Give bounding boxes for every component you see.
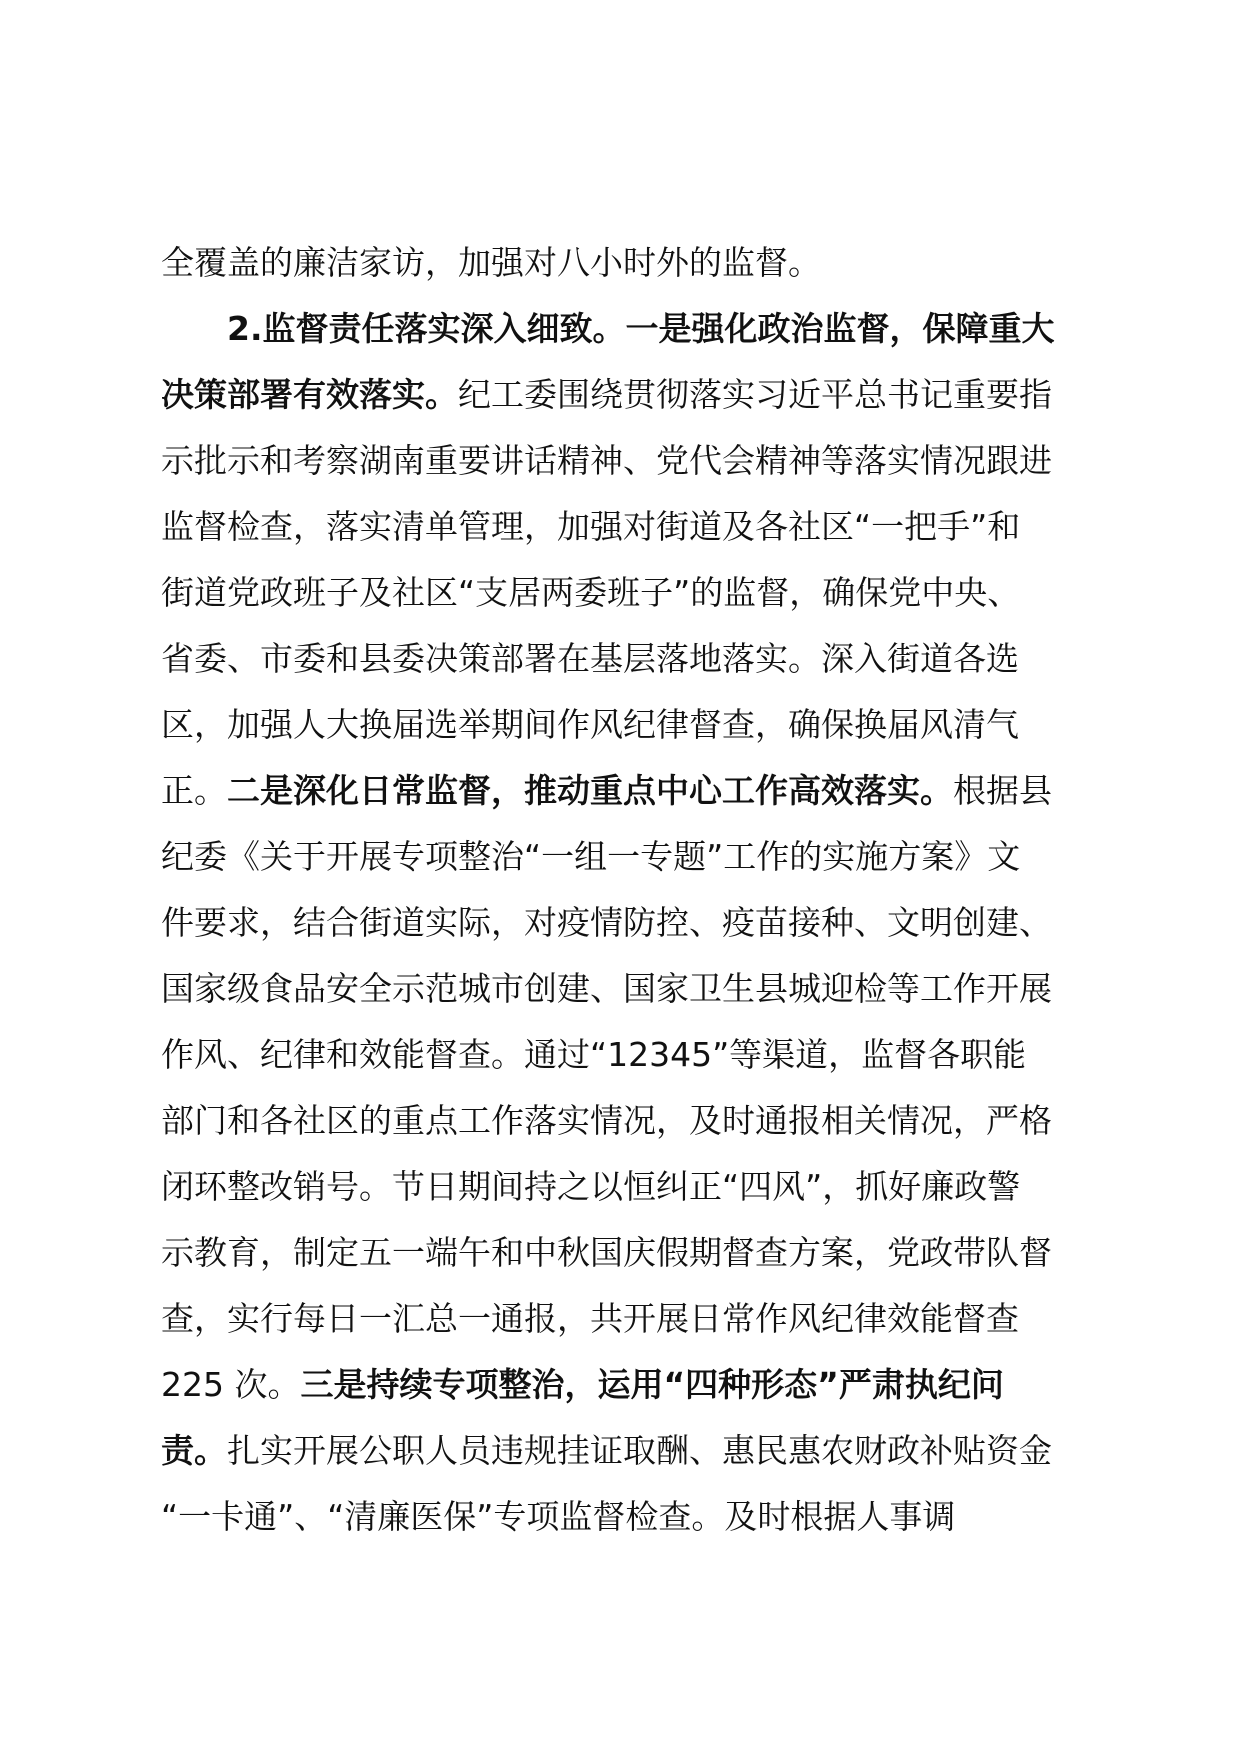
text-line xyxy=(161,1022,1091,1088)
text-run: 纪工委围绕贯彻落实习近平总书记重要指 xyxy=(458,375,1052,414)
text-run: 件要求，结合街道实际，对疫情防控、疫苗接种、文明创建、 xyxy=(161,903,1052,942)
text-run-bold: 二是深化日常监督，推动重点中心工作高效落实。 xyxy=(227,771,953,810)
text-run: 区，加强人大换届选举期间作风纪律督查，确保换届风清气 xyxy=(161,705,1019,744)
text-run: “一卡通”、“清廉医保”专项监督检查。及时根据人事调 xyxy=(161,1497,956,1536)
text-run: 正。 xyxy=(161,771,227,810)
text-run: 扎实开展公职人员违规挂证取酬、惠民惠农财政补贴资金 xyxy=(227,1431,1052,1470)
text-run: 纪委《关于开展专项整治“一组一专题”工作的实施方案》文 xyxy=(161,837,1021,876)
text-run: 全覆盖的廉洁家访，加强对八小时外的监督。 xyxy=(161,243,821,282)
text-run: 省委、市委和县委决策部署在基层落地落实。深入街道各选 xyxy=(161,639,1019,678)
text-run: 街道党政班子及社区“支居两委班子”的监督，确保党中央、 xyxy=(161,573,1021,612)
text-line xyxy=(161,1220,1091,1286)
text-run: 示批示和考察湖南重要讲话精神、党代会精神等落实情况跟进 xyxy=(161,441,1052,480)
text-run-bold: 三是持续专项整治，运用“四种形态”严肃执纪问 xyxy=(300,1365,1004,1404)
text-line xyxy=(161,1484,1091,1550)
text-run-bold: 责。 xyxy=(161,1431,227,1470)
text-run: 示教育，制定五一端午和中秋国庆假期督查方案，党政带队督 xyxy=(161,1233,1052,1272)
text-run: 225 次。 xyxy=(161,1365,301,1404)
text-run: 作风、纪律和效能督查。通过“12345”等渠道，监督各职能 xyxy=(161,1035,1027,1074)
text-run: 国家级食品安全示范城市创建、国家卫生县城迎检等工作开展 xyxy=(161,969,1052,1008)
text-line xyxy=(161,692,1091,758)
document-body xyxy=(161,230,1091,1550)
text-line xyxy=(161,1418,1091,1484)
text-line xyxy=(161,362,1091,428)
section-heading: 2.监督责任落实深入细致。一是强化政治监督，保障重大 xyxy=(227,309,1055,348)
text-line xyxy=(161,824,1091,890)
text-line xyxy=(161,1352,1091,1418)
text-line xyxy=(161,626,1091,692)
text-line xyxy=(161,1154,1091,1220)
text-run: 部门和各社区的重点工作落实情况，及时通报相关情况，严格 xyxy=(161,1101,1052,1140)
text-line xyxy=(161,230,1091,296)
text-line xyxy=(161,956,1091,1022)
text-line xyxy=(161,1286,1091,1352)
text-run: 查，实行每日一汇总一通报，共开展日常作风纪律效能督查 xyxy=(161,1299,1019,1338)
text-run: 监督检查，落实清单管理，加强对街道及各社区“一把手”和 xyxy=(161,507,1021,546)
text-line xyxy=(161,560,1091,626)
section-heading-line xyxy=(161,296,1091,362)
text-line xyxy=(161,428,1091,494)
text-run: 根据县 xyxy=(953,771,1052,810)
text-run-bold: 决策部署有效落实。 xyxy=(161,375,458,414)
text-line xyxy=(161,758,1091,824)
text-line xyxy=(161,494,1091,560)
text-run: 闭环整改销号。节日期间持之以恒纠正“四风”，抓好廉政警 xyxy=(161,1167,1021,1206)
text-line xyxy=(161,1088,1091,1154)
text-line xyxy=(161,890,1091,956)
